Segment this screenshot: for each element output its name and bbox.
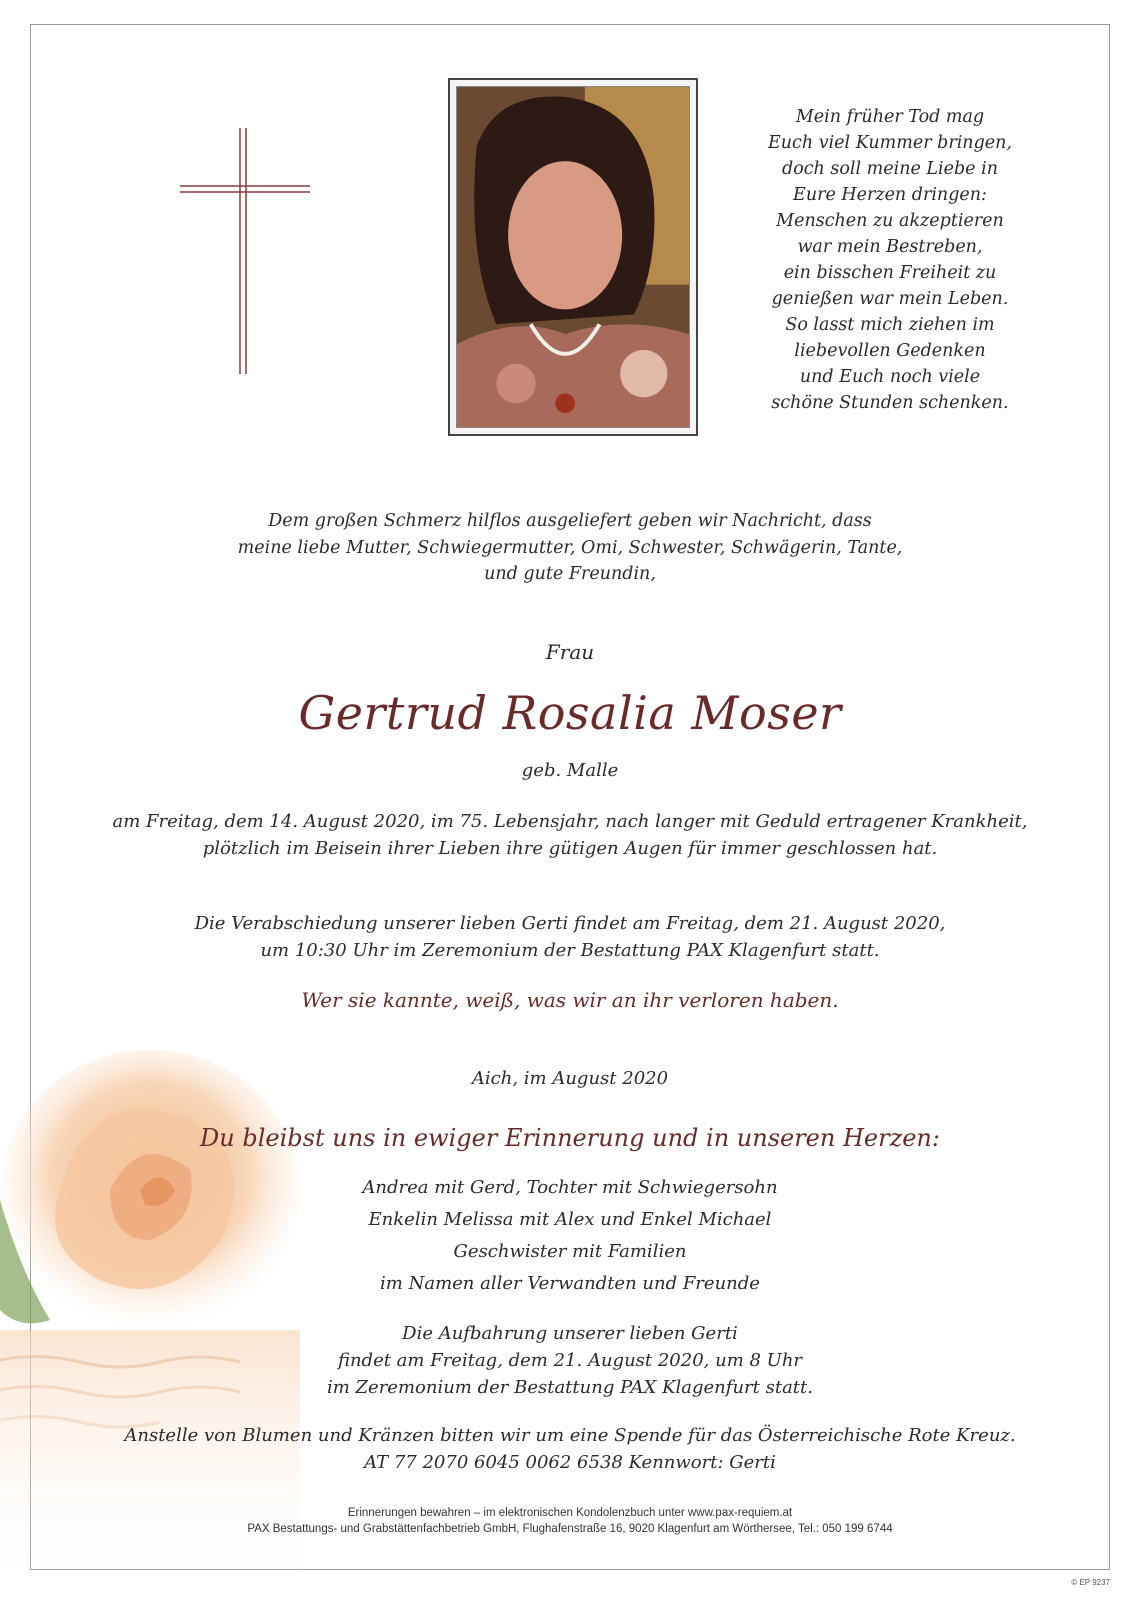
document-code: © EP 9237	[1071, 1578, 1110, 1587]
footer-line: Erinnerungen bewahren – im elektronischen Kondolenzbuch unter www.pax-requiem.at	[347, 1507, 793, 1519]
poem-line: doch soll meine Liebe in	[782, 159, 998, 179]
death-line: plötzlich im Beisein ihrer Lieben ihre gütigen Augen für immer geschlossen hat.	[202, 838, 938, 859]
poem-line: Mein früher Tod mag	[795, 107, 985, 127]
salutation: Frau	[545, 640, 595, 664]
poem-line: liebevollen Gedenken	[794, 341, 986, 361]
donation-line: Anstelle von Blumen und Kränzen bitten wir um eine Spende für das Österreichische Rote Kreuz.	[124, 1425, 1016, 1446]
intro-text	[70, 508, 1070, 588]
wake-line: findet am Freitag, dem 21. August 2020, um 8 Uhr	[337, 1350, 803, 1371]
family-line: Andrea mit Gerd, Tochter mit Schwiegersohn	[362, 1177, 778, 1198]
poem-line: So lasst mich ziehen im	[785, 315, 995, 335]
portrait-photo	[448, 78, 698, 436]
poem-line: Menschen zu akzeptieren	[776, 211, 1004, 231]
family-line: Geschwister mit Familien	[453, 1241, 687, 1262]
poem	[730, 104, 1050, 416]
poem-line: schöne Stunden schenken.	[771, 393, 1009, 413]
poem-line: Euch viel Kummer bringen,	[768, 133, 1012, 153]
poem-line: Eure Herzen dringen:	[793, 185, 987, 205]
intro-line: meine liebe Mutter, Schwiegermutter, Omi, Schwester, Schwägerin, Tante,	[237, 537, 903, 558]
footer	[70, 1505, 1070, 1537]
farewell-line: um 10:30 Uhr im Zeremonium der Bestattung PAX Klagenfurt statt.	[260, 940, 880, 961]
deceased-name: Gertrud Rosalia Moser	[298, 686, 842, 740]
family-list	[70, 1172, 1070, 1300]
donation-line: AT 77 2070 6045 0062 6538 Kennwort: Gerti	[364, 1452, 776, 1473]
farewell-line: Die Verabschiedung unserer lieben Gerti findet am Freitag, dem 21. August 2020,	[194, 913, 946, 934]
family-line: im Namen aller Verwandten und Freunde	[380, 1273, 760, 1294]
poem-line: ein bisschen Freiheit zu	[783, 263, 997, 283]
intro-line: und gute Freundin,	[484, 564, 656, 584]
family-line: Enkelin Melissa mit Alex und Enkel Michael	[368, 1209, 772, 1230]
footer-line: PAX Bestattungs- und Grabstättenfachbetrieb GmbH, Flughafenstraße 16, 9020 Klagenfurt am Wörthersee, Tel.: 050 199 6744	[247, 1523, 893, 1535]
poem-line: war mein Bestreben,	[797, 237, 983, 257]
birth-name: geb. Malle	[521, 760, 619, 781]
wake-info	[70, 1320, 1070, 1401]
donation-info	[70, 1422, 1070, 1476]
death-notice	[70, 808, 1070, 862]
cross-icon	[180, 128, 310, 374]
quote: Wer sie kannte, weiß, was wir an ihr verloren haben.	[301, 988, 839, 1012]
poem-line: genießen war mein Leben.	[771, 289, 1009, 309]
death-line: am Freitag, dem 14. August 2020, im 75. Lebensjahr, nach langer mit Geduld ertragener Krankheit,	[112, 811, 1028, 832]
wake-line: im Zeremonium der Bestattung PAX Klagenfurt statt.	[327, 1377, 813, 1398]
wake-line: Die Aufbahrung unserer lieben Gerti	[402, 1323, 738, 1344]
portrait-image	[456, 86, 690, 428]
memory-heading: Du bleibst uns in ewiger Erinnerung und in unseren Herzen:	[200, 1124, 940, 1152]
place-date: Aich, im August 2020	[471, 1068, 669, 1089]
farewell-info	[70, 910, 1070, 964]
poem-line: und Euch noch viele	[799, 367, 981, 387]
intro-line: Dem großen Schmerz hilflos ausgeliefert geben wir Nachricht, dass	[268, 511, 872, 531]
